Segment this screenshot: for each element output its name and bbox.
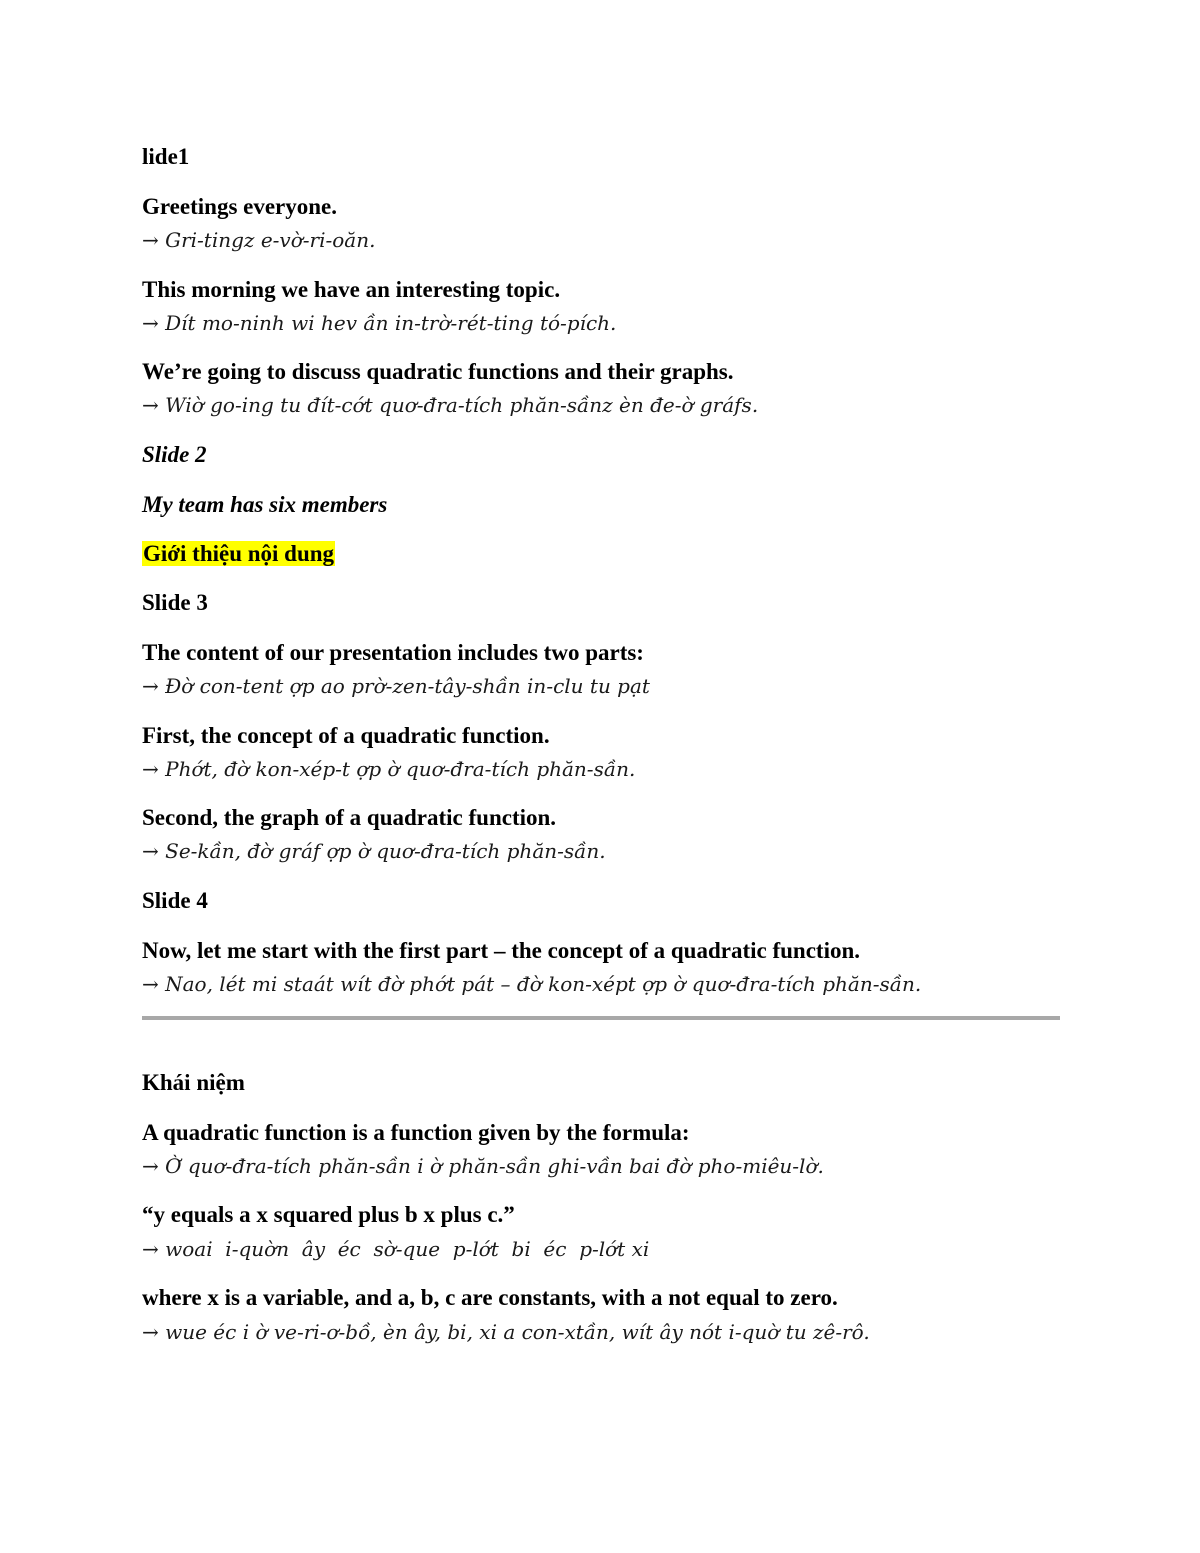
slide4-label: Slide 4 xyxy=(142,888,208,913)
team-members-text: My team has six members xyxy=(142,492,388,517)
horizontal-divider xyxy=(142,1016,1060,1020)
document-page xyxy=(142,0,1060,1553)
second-part-pronunciation: → Se-kần, đờ gráf ợp ờ quơ-đra-tích phăn-sần. xyxy=(142,839,606,863)
slide2-label: Slide 2 xyxy=(142,442,207,467)
second-part-english: Second, the graph of a quadratic function. xyxy=(142,805,557,830)
intro-heading-highlight: Giới thiệu nội dung xyxy=(143,541,335,566)
formula-english: “y equals a x squared plus b x plus c.” xyxy=(142,1202,515,1227)
discuss-english: We’re going to discuss quadratic functions and their graphs. xyxy=(142,359,734,384)
first-part-english: First, the concept of a quadratic function. xyxy=(142,723,550,748)
slide1-label: lide1 xyxy=(142,144,190,169)
concept-heading: Khái niệm xyxy=(142,1070,245,1095)
where-pronunciation: → wue éc i ờ ve-ri-ơ-bồ, èn ây, bi, xi a con-xtần, wít ây nót i-quờ tu zê-rô. xyxy=(142,1320,870,1344)
content-pronunciation: → Đờ con-tent ợp ao prờ-zen-tây-shần in-clu tu pạt xyxy=(142,674,650,698)
definition-pronunciation: → Ờ quơ-đra-tích phăn-sần i ờ phăn-sần ghi-vần bai đờ pho-miêu-lờ. xyxy=(142,1154,824,1178)
greeting-english: Greetings everyone. xyxy=(142,194,338,219)
slide3-label: Slide 3 xyxy=(142,590,208,615)
start-pronunciation: → Nao, lét mi staát wít đờ phớt pát – đờ kon-xépt ợp ờ quơ-đra-tích phăn-sần. xyxy=(142,972,922,996)
formula-pronunciation: → woai i-quờn ây éc sờ-que p-lớt bi éc p-lớt xi xyxy=(142,1237,650,1261)
topic-pronunciation: → Dít mo-ninh wi hev ần in-trờ-rét-ting tó-pích. xyxy=(142,311,617,335)
first-part-pronunciation: → Phớt, đờ kon-xép-t ợp ờ quơ-đra-tích phăn-sần. xyxy=(142,757,636,781)
topic-english: This morning we have an interesting topic. xyxy=(142,277,561,302)
content-english: The content of our presentation includes two parts: xyxy=(142,640,644,665)
where-english: where x is a variable, and a, b, c are constants, with a not equal to zero. xyxy=(142,1285,838,1310)
discuss-pronunciation: → Wiờ go-ing tu đít-cớt quơ-đra-tích phăn-sầnz èn đe-ờ gráfs. xyxy=(142,393,759,417)
definition-english: A quadratic function is a function given by the formula: xyxy=(142,1120,690,1145)
intro-heading xyxy=(142,539,335,569)
start-english: Now, let me start with the first part – the concept of a quadratic function. xyxy=(142,938,861,963)
greeting-pronunciation: → Gri-tingz e-vờ-ri-oăn. xyxy=(142,228,376,252)
